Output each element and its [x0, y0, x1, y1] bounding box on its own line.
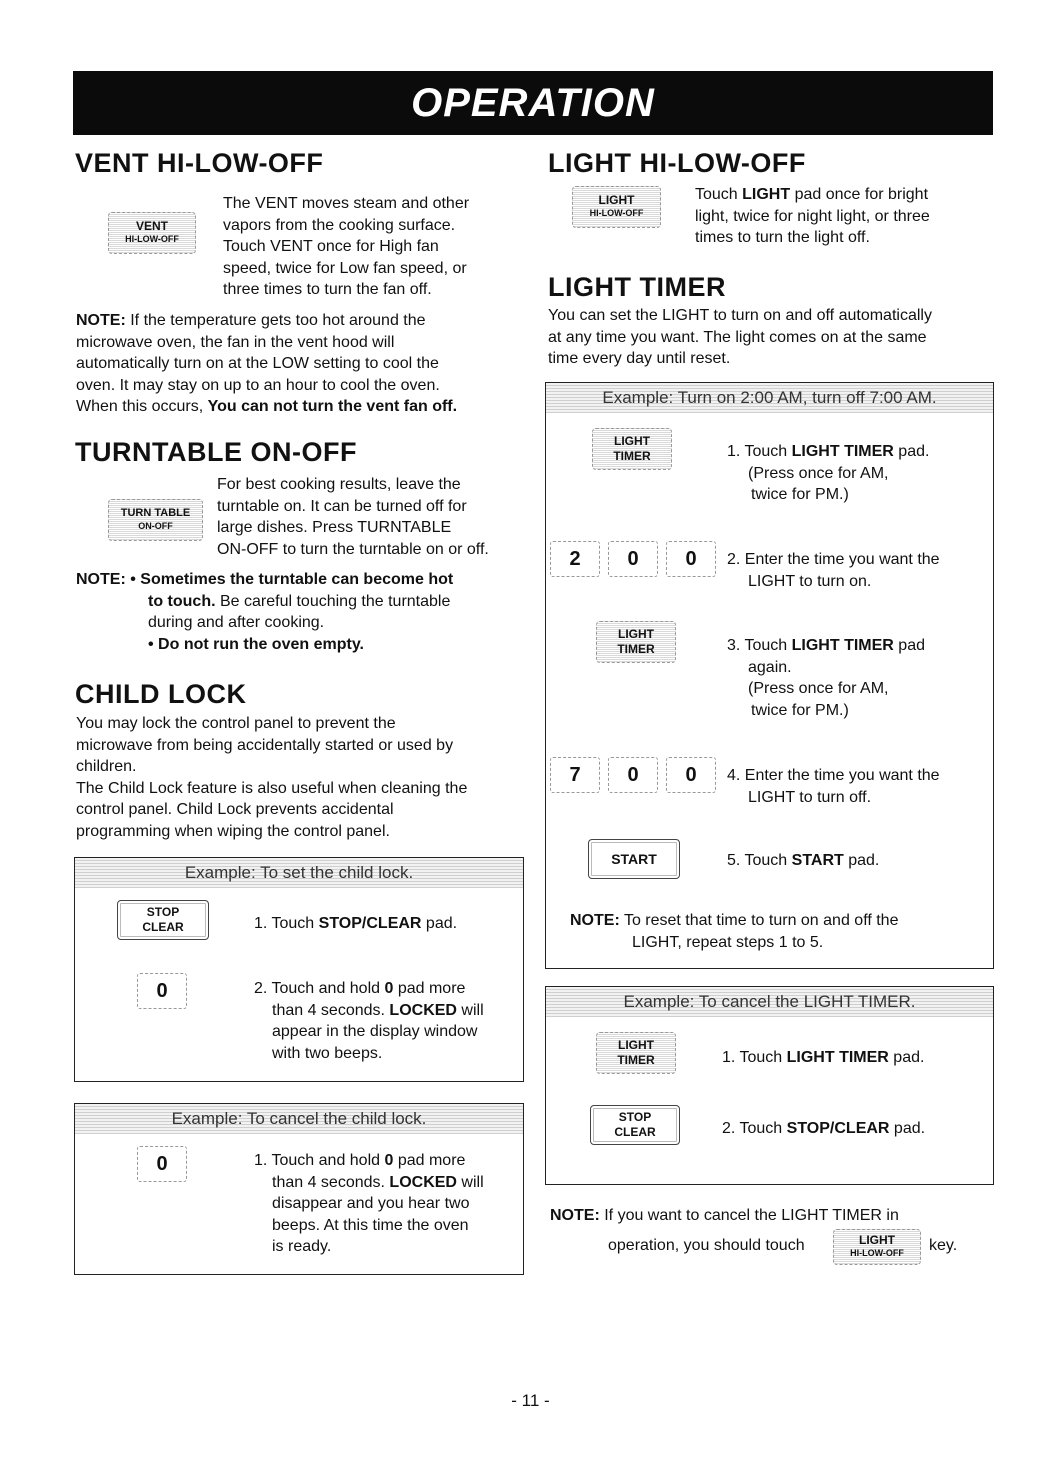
light-timer-key-icon	[592, 428, 672, 470]
stop-clear-key-icon	[590, 1105, 680, 1145]
digit-key-2: 2	[550, 541, 600, 577]
turntable-heading: TURNTABLE ON-OFF	[75, 437, 357, 467]
text-span: LIGHT	[618, 627, 654, 641]
text-span: 1. Touch and hold	[254, 1152, 385, 1169]
light-description	[695, 184, 930, 249]
text-line: For best cooking results, leave the	[217, 476, 461, 493]
text-span: with two beeps.	[272, 1044, 383, 1062]
text-span: light, twice for night light, or three	[695, 207, 930, 225]
text-span: will	[456, 1173, 484, 1191]
text-line: The VENT moves steam and other	[223, 195, 470, 212]
digit-key-7: 7	[550, 757, 600, 793]
warning-text: You can not turn the vent fan off.	[207, 398, 458, 415]
text-span: 3. Touch	[727, 637, 792, 654]
text-line: children.	[76, 758, 137, 775]
note-label: NOTE:	[76, 312, 126, 329]
text-line: Be careful touching the turntable	[215, 592, 451, 610]
text-span: times to turn the light off.	[695, 229, 870, 246]
text-span: CLEAR	[614, 1125, 656, 1139]
text-line: You may lock the control panel to prevent the	[76, 715, 396, 732]
text-span: TIMER	[617, 642, 655, 656]
text-span: LIGHT	[618, 1038, 654, 1052]
text-line: control panel. Child Lock prevents accidental	[76, 801, 394, 818]
light-timer-key-icon	[596, 1032, 676, 1074]
text-span: pad.	[843, 852, 880, 869]
text-span: LIGHT	[614, 434, 650, 448]
text-line: microwave oven, the fan in the vent hood will	[76, 333, 395, 351]
text-span: than 4 seconds.	[272, 1173, 390, 1191]
vent-note	[76, 310, 526, 418]
text-span: 4. Enter the time you want the	[727, 767, 940, 784]
text-span: TIMER	[617, 1053, 655, 1067]
step-1	[722, 1047, 924, 1069]
child-lock-description	[76, 713, 526, 842]
text-span: pad once for bright	[790, 186, 929, 203]
text-span: TIMER	[613, 449, 651, 463]
vent-heading: VENT HI-LOW-OFF	[75, 148, 324, 178]
digit-key-0: 0	[666, 541, 716, 577]
text-span: LIGHT TIMER	[786, 1049, 889, 1066]
text-span: LOCKED	[389, 1173, 457, 1191]
page-number: - 11 -	[511, 1391, 550, 1410]
example-title: Example: To set the child lock.	[75, 858, 523, 888]
vent-key-icon	[108, 212, 196, 254]
light-key-icon	[833, 1229, 921, 1265]
digit-key-0: 0	[608, 541, 658, 577]
text-span: 2. Enter the time you want the	[727, 551, 940, 568]
turntable-key-sublabel: ON-OFF	[138, 521, 173, 531]
stop-clear-key-icon	[117, 900, 209, 940]
step-2	[254, 978, 484, 1064]
digit-key-0: 0	[608, 757, 658, 793]
light-timer-note	[550, 1205, 899, 1227]
text-span: 5. Touch	[727, 852, 792, 869]
text-span: START	[791, 852, 844, 869]
turntable-key-icon	[108, 499, 203, 541]
start-key-icon: START	[588, 839, 680, 879]
text-line: If the temperature gets too hot around the	[125, 312, 426, 329]
text-span: LOCKED	[389, 1001, 457, 1019]
text-line: When this occurs,	[76, 398, 208, 415]
text-span: pad.	[893, 443, 930, 460]
text-span: 1. Touch	[727, 443, 792, 460]
text-span: (Press once for AM,	[748, 680, 889, 697]
light-timer-description	[548, 305, 988, 370]
text-span: pad more	[393, 980, 466, 997]
text-span: You can set the LIGHT to turn on and off automatically	[548, 307, 932, 324]
child-lock-cancel-example	[74, 1103, 524, 1275]
text-line: ON-OFF to turn the turntable on or off.	[217, 540, 489, 558]
step-1	[727, 441, 929, 506]
warning-text: • Do not run the oven empty.	[148, 635, 364, 653]
text-span: STOP/CLEAR	[786, 1120, 890, 1137]
text-span: To reset that time to turn on and off the	[619, 912, 899, 929]
text-line: vapors from the cooking surface.	[223, 216, 456, 234]
example-title: Example: To cancel the LIGHT TIMER.	[546, 987, 993, 1017]
turntable-key-label: TURN TABLE	[120, 507, 191, 519]
text-span: 0	[384, 980, 394, 997]
text-span: beeps. At this time the oven	[272, 1216, 469, 1234]
light-timer-note-line2: operation, you should touch	[608, 1237, 805, 1254]
text-span: LIGHT TIMER	[791, 637, 894, 654]
text-line: The Child Lock feature is also useful when cleaning the	[76, 779, 468, 797]
text-span: 2. Touch and hold	[254, 980, 385, 997]
key-sublabel: HI-LOW-OFF	[589, 208, 644, 218]
text-span: appear in the display window	[272, 1023, 478, 1040]
light-timer-example-note	[570, 910, 898, 953]
light-heading: LIGHT HI-LOW-OFF	[548, 148, 806, 178]
text-span: LIGHT	[742, 186, 791, 203]
text-span: Touch	[695, 186, 743, 203]
text-span: pad	[893, 637, 925, 654]
step-3	[727, 635, 925, 721]
turntable-description	[217, 474, 489, 560]
text-line: speed, twice for Low fan speed, or	[223, 259, 467, 277]
turntable-note	[76, 569, 526, 655]
step-1	[254, 913, 457, 935]
text-span: twice for PM.)	[751, 701, 849, 719]
text-line: three times to turn the fan off.	[223, 281, 432, 298]
text-span: LIGHT TIMER	[791, 443, 894, 460]
text-line: automatically turn on at the LOW setting to cool the	[76, 355, 439, 372]
text-span: 1. Touch	[722, 1049, 787, 1066]
text-span: LIGHT	[859, 1233, 895, 1247]
warning-text: Sometimes the turntable can become hot	[140, 571, 454, 588]
text-span: again.	[748, 658, 792, 676]
text-span: time every day until reset.	[548, 350, 731, 367]
digit-key-0: 0	[666, 757, 716, 793]
text-span: STOP	[618, 1110, 652, 1124]
text-line: Touch VENT once for High fan	[223, 238, 439, 255]
text-span: pad.	[889, 1120, 926, 1137]
text-span: than 4 seconds.	[272, 1001, 390, 1019]
light-timer-cancel-example	[545, 986, 994, 1185]
text-span: 2. Touch	[722, 1120, 787, 1137]
text-span: NOTE:	[570, 912, 620, 929]
text-span: LIGHT to turn off.	[748, 788, 872, 806]
text-span: pad.	[421, 915, 458, 932]
text-span: LIGHT, repeat steps 1 to 5.	[632, 933, 824, 951]
text-span: disappear and you hear two	[272, 1195, 470, 1212]
child-lock-set-example	[74, 857, 524, 1082]
text-line: turntable on. It can be turned off for	[217, 497, 467, 515]
example-title: Example: To cancel the child lock.	[75, 1104, 523, 1134]
zero-key-icon: 0	[137, 973, 187, 1009]
example-title: Example: Turn on 2:00 AM, turn off 7:00 AM.	[546, 383, 993, 413]
text-line: programming when wiping the control panel.	[76, 822, 390, 840]
text-span: LIGHT to turn on.	[748, 572, 872, 590]
light-timer-note-line2-end: key.	[929, 1237, 958, 1254]
text-span: HI-LOW-OFF	[850, 1248, 904, 1258]
text-span: pad.	[888, 1049, 925, 1066]
key-label: LIGHT	[598, 193, 635, 207]
vent-key-label: VENT	[135, 219, 168, 233]
text-span: twice for PM.)	[751, 486, 849, 503]
step-2	[727, 549, 940, 592]
text-span: NOTE:	[550, 1207, 600, 1224]
text-span: is ready.	[272, 1238, 332, 1255]
text-span: 0	[384, 1152, 394, 1169]
text-span: (Press once for AM,	[748, 464, 889, 482]
text-line: microwave from being accidentally started or used by	[76, 736, 454, 754]
key-label: CLEAR	[142, 920, 184, 934]
page-title: OPERATION	[73, 71, 993, 135]
text-span: If you want to cancel the LIGHT TIMER in	[599, 1207, 899, 1224]
zero-key-icon: 0	[137, 1146, 187, 1182]
step-1	[254, 1150, 484, 1258]
text-line: oven. It may stay on up to an hour to cool the oven.	[76, 376, 440, 394]
text-span: 1. Touch	[254, 915, 319, 932]
step-4	[727, 765, 940, 808]
light-key-icon	[572, 186, 661, 228]
vent-description	[223, 193, 469, 301]
step-2	[722, 1118, 925, 1140]
text-span: pad more	[393, 1152, 466, 1169]
text-span: at any time you want. The light comes on at the same	[548, 328, 927, 346]
light-timer-example	[545, 382, 994, 969]
text-line: large dishes. Press TURNTABLE	[217, 519, 452, 536]
vent-key-sublabel: HI-LOW-OFF	[125, 234, 179, 244]
warning-text: to touch.	[148, 592, 216, 610]
step-5	[727, 850, 879, 872]
text-span: STOP/CLEAR	[318, 915, 422, 932]
text-line: during and after cooking.	[148, 614, 325, 631]
note-label: NOTE: •	[76, 571, 141, 588]
child-lock-heading: CHILD LOCK	[75, 679, 247, 709]
light-timer-heading: LIGHT TIMER	[548, 272, 726, 302]
key-label: STOP	[146, 905, 180, 919]
light-timer-key-icon	[596, 621, 676, 663]
text-span: will	[456, 1001, 484, 1019]
